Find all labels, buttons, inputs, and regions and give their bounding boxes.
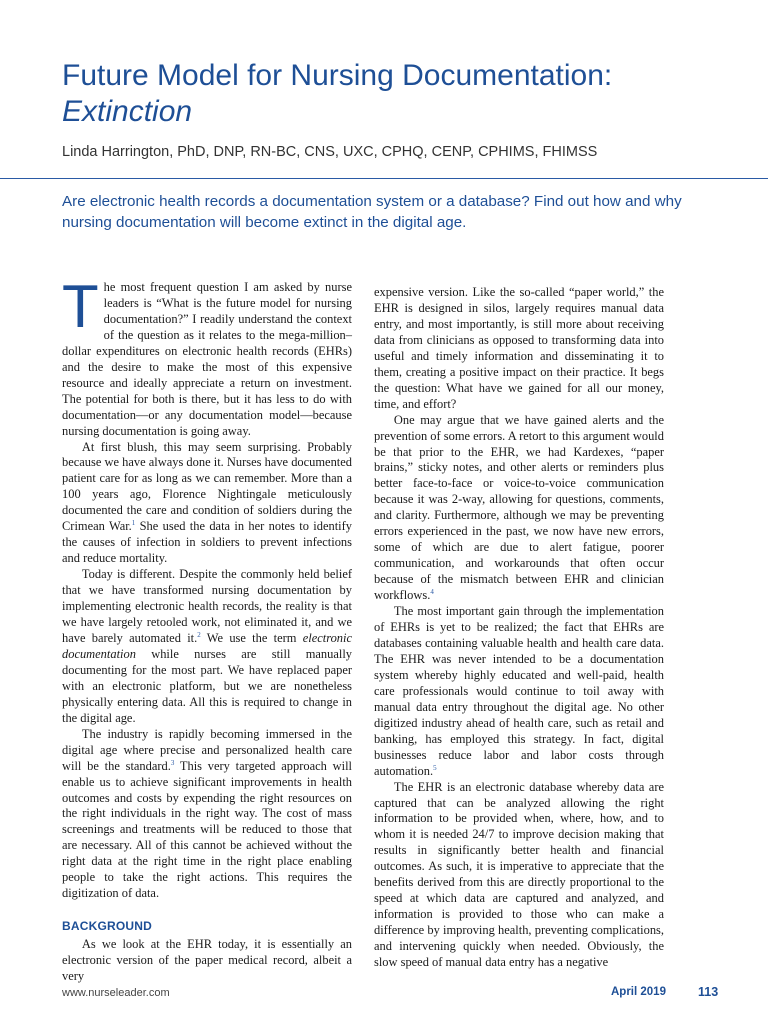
- footer-issue-date: April 2019: [611, 986, 666, 998]
- paragraph: [374, 413, 664, 604]
- paragraph: [62, 727, 352, 902]
- header-divider: [0, 178, 768, 179]
- paragraph: expensive version. Like the so-called “paper world,” the EHR is designed in silos, largely requires manual data entry, and most importantly, is still more about receiving data from clinicians as opposed to transforming data into useful and timely information and disseminating it to them, creating a positive impact on their practice. It begs the question: What have we gained for all our money, time, and effort?: [374, 285, 664, 411]
- author-byline: Linda Harrington, PhD, DNP, RN-BC, CNS, UXC, CPHQ, CENP, CPHIMS, FHIMSS: [62, 144, 598, 160]
- paragraph-text: This very targeted approach will enable us to achieve significant improvements in health outcomes and costs by expending the right resources on the right individuals in the right way. The cost of mass screenings and treatments will be reduced to those that are necessary. All of this cannot be achieved without the right data at the right time in the right place enabling people to take the right actions. This requires the digitization of data.: [62, 758, 352, 901]
- paragraph: [62, 440, 352, 568]
- article-dek: Are electronic health records a documentation system or a database? Find out how and why nursing documentation will become extinct in the digital age.: [62, 193, 682, 231]
- paragraph: [374, 604, 664, 779]
- footer-website[interactable]: www.nurseleader.com: [62, 987, 170, 999]
- reference-marker[interactable]: 4: [430, 587, 434, 596]
- paragraph: [62, 273, 352, 440]
- emphasis-term: electronic documentation: [62, 630, 352, 661]
- paragraph: As we look at the EHR today, it is essentially an electronic version of the paper medical record, albeit a very: [62, 937, 352, 984]
- left-column: [62, 273, 352, 985]
- paragraph-text: One may argue that we have gained alerts and the prevention of some errors. A retort to this argument would be that prior to the EHR, we had Kardexes, “paper brains,” sticky notes, and other alerts or reminders plus better face-to-face or voice-to-voice communication because it was 2-way, allowing for questions, comments, and clarity. Furthermore, although we may be preventing errors experienced in the past, we now have new errors, some of which are due to alert fatigue, poorer communication, and workarounds that often occur because of the mismatch between EHR and clinician workflows.: [374, 412, 664, 603]
- reference-marker[interactable]: 5: [433, 763, 437, 772]
- paragraph-text: We use the term: [200, 630, 303, 645]
- paragraph-text: She used the data in her notes to identify the causes of infection in soldiers to prevent infections and reduce mortality.: [62, 519, 352, 566]
- title-subtitle: Extinction: [62, 95, 193, 128]
- paragraph-text: The most important gain through the implementation of EHRs is yet to be realized; the fact that EHRs are databases containing valuable health and health care data. The EHR was never intended to be a documentation system whereby highly educated and well-paid, health care professionals would continue to toil away with manual data entry throughout the digital age. No other digitized industry ahead of health care, such as retail and banking, has employed this strategy. In fact, digital businesses reduce labor and labor costs through automation.: [374, 604, 664, 778]
- title-main: Future Model for Nursing Documentation:: [62, 59, 613, 92]
- article-title: [62, 58, 722, 130]
- paragraph-text: he most frequent question I am asked by nurse leaders is “What is the future model for nursing documentation?” I readily understand the context of the question as it relates to the mega-million–dollar expenditures on electronic health records (EHRs) and the desire to make the most of this expensive resource and ideally appreciate a return on investment. The potential for both is there, but it has less to do with documentation—or any documentation model—because nursing documentation is going away.: [62, 280, 352, 438]
- paragraph: The EHR is an electronic database whereby data are captured that can be analyzed allowing the right information to be provided when, where, how, and to whom it is needed 24/7 to improve decision making that results in significantly better health and financial outcomes. As such, it is imperative to appreciate that the benefits derived from this are directly proportional to the speed at which data are captured and analyzed, and information is provided to those who can make a difference by improving health, preventing complications, and intervening quickly when needed. Obviously, the slow speed of manual data entry has a negative: [374, 779, 664, 970]
- reference-marker[interactable]: 3: [170, 758, 175, 767]
- reference-marker[interactable]: 1: [131, 519, 136, 528]
- section-heading: BACKGROUND: [62, 919, 152, 934]
- drop-cap: T: [62, 273, 99, 340]
- page-number: 113: [698, 985, 719, 999]
- right-column: [374, 285, 664, 971]
- paragraph-text: The industry is rapidly becoming immersed in the digital age where precise and personalized health care will be the standard.: [62, 726, 352, 773]
- paragraph-text: while nurses are still manually documenting for the most part. We have replaced paper with an electronic platform, but we are nonetheless physically entering data. All this is required to change in the digital age.: [62, 646, 352, 725]
- paragraph-text: At first blush, this may seem surprising. Probably because we have always done it. Nurses have documented patient care for as long as we can remember. More than a 100 years ago, Florence Nightingale meticulously documented the care and condition of soldiers during the Crimean War.: [62, 439, 352, 534]
- reference-marker[interactable]: 2: [197, 630, 201, 639]
- paragraph-text: Today is different. Despite the commonly held belief that we have transformed nursing documentation by implementing electronic health records, the reality is that we have largely retooled work, not eliminated it, and we have barely automated it.: [62, 567, 352, 645]
- paragraph: [62, 567, 352, 727]
